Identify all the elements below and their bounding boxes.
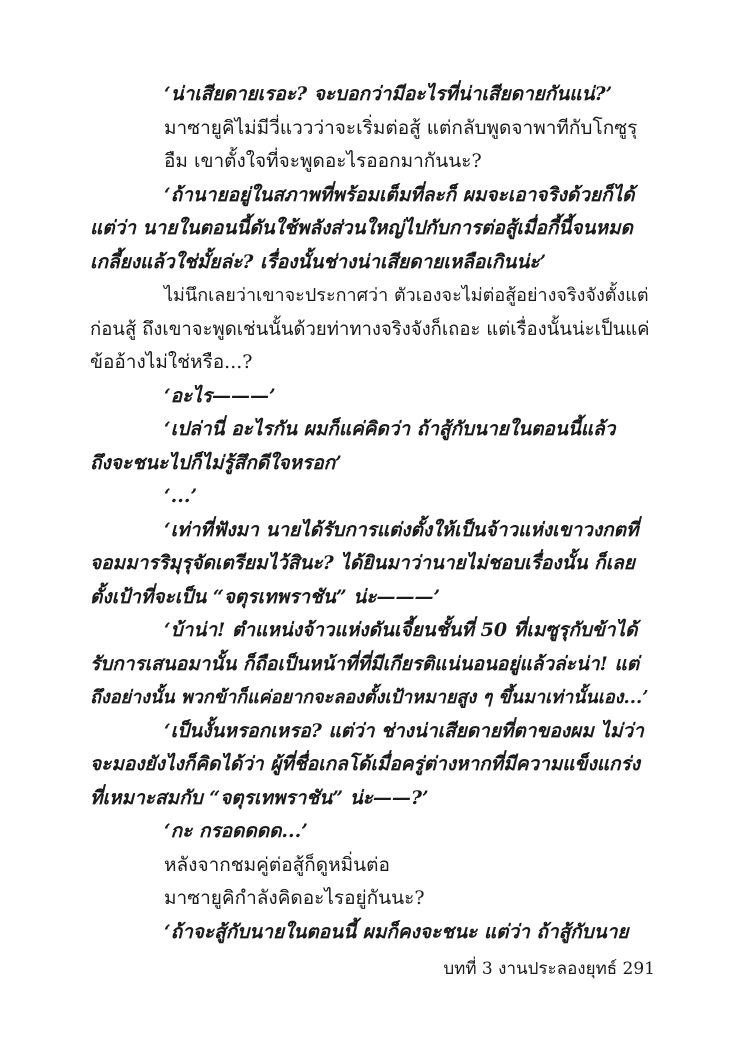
text-line: จะมองยังไงก็คิดได้ว่า ผู้ที่ชื่อเกลโด้เมื่อครู่ต่างหากที่มีความแข็งแกร่ง xyxy=(90,753,641,775)
text-line: ‘เป็นงั้นหรอกเหรอ? แต่ว่า ช่างน่าเสียดายที่ตาของผม ไม่ว่า xyxy=(164,719,644,742)
text-line: ‘อะไร———’ xyxy=(164,384,276,407)
text-line: ตั้งเป้าที่จะเป็น “จตุรเทพราชัน” น่ะ———’ xyxy=(90,585,441,608)
text-line: อืม เขาตั้งใจที่จะพูดอะไรออกมากันนะ? xyxy=(164,150,482,172)
text-line: ข้ออ้างไม่ใช่หรือ...? xyxy=(90,351,253,373)
text-line: มาซายูคิไม่มีวี่แววว่าจะเริ่มต่อสู้ แต่กลับพูดจาพาทีกับโกซูรุ xyxy=(164,116,638,139)
text-line: แต่ว่า นายในตอนนี้ดันใช้พลังส่วนใหญ่ไปกับการต่อสู้เมื่อกี้นี้จนหมด xyxy=(90,217,633,239)
text-line: หลังจากชมคู่ต่อสู้ก็ดูหมิ่นต่อ xyxy=(164,853,390,876)
text-line: ‘กะ กรอดดดด...’ xyxy=(164,820,308,842)
text-line: ไม่นึกเลยว่าเขาจะประกาศว่า ตัวเองจะไม่ต่อสู้อย่างจริงจังตั้งแต่ xyxy=(164,285,649,306)
text-line: ‘ถ้าจะสู้กับนายในตอนนี้ ผมก็คงจะชนะ แต่ว่า ถ้าสู้กับนาย xyxy=(164,920,629,943)
text-line: มาซายูคิกำลังคิดอะไรอยู่กันนะ? xyxy=(164,887,425,909)
text-line: ก่อนสู้ ถึงเขาจะพูดเช่นนั้นด้วยท่าทางจริงจังก็เถอะ แต่เรื่องนั้นน่ะเป็นแค่ xyxy=(90,318,650,340)
text-line: จอมมารริมุรุจัดเตรียมไว้สินะ? ได้ยินมาว่านายไม่ชอบเรื่องนั้น ก็เลย xyxy=(90,552,635,574)
text-line: ‘เปล่านี่ อะไรกัน ผมก็แค่คิดว่า ถ้าสู้กับนายในตอนนี้แล้ว xyxy=(164,418,616,440)
text-line: รับการเสนอมานั้น ก็ถือเป็นหน้าที่ที่มีเกียรติแน่นอนอยู่แล้วล่ะน่า! แต่ xyxy=(90,652,640,675)
text-line: ถึงอย่างนั้น พวกข้าก็แค่อยากจะลองตั้งเป้าหมายสูง ๆ ขึ้นมาเท่านั้นเอง...’ xyxy=(90,687,649,708)
text-line: ‘...’ xyxy=(164,485,198,507)
text-line: ‘เท่าที่ฟังมา นายได้รับการแต่งตั้งให้เป็นจ้าวแห่งเขาวงกตที่ xyxy=(164,518,639,541)
text-line: ถึงจะชนะไปก็ไม่รู้สึกดีใจหรอก’ xyxy=(90,451,342,474)
text-line: ที่เหมาะสมกับ “จตุรเทพราชัน” น่ะ——?’ xyxy=(90,786,429,809)
page-footer: บทที่ 3 งานประลองยุทธ์ 291 xyxy=(443,959,655,979)
text-line: เกลี้ยงแล้วใช่มั้ยล่ะ? เรื่องนั้นช่างน่าเสียดายเหลือเกินน่ะ’ xyxy=(90,250,547,273)
text-line: ‘ถ้านายอยู่ในสภาพที่พร้อมเต็มที่ละก็ ผมจะเอาจริงด้วยก็ได้ xyxy=(164,183,635,206)
page-body xyxy=(90,78,655,949)
text-line: ‘น่าเสียดายเรอะ? จะบอกว่ามีอะไรที่น่าเสียดายกันแน่?’ xyxy=(164,83,613,105)
text-line: ‘บ้าน่า! ตำแหน่งจ้าวแห่งดันเจี้ยนชั้นที่ 50 ที่เมซูรุกับข้าได้ xyxy=(164,619,638,641)
